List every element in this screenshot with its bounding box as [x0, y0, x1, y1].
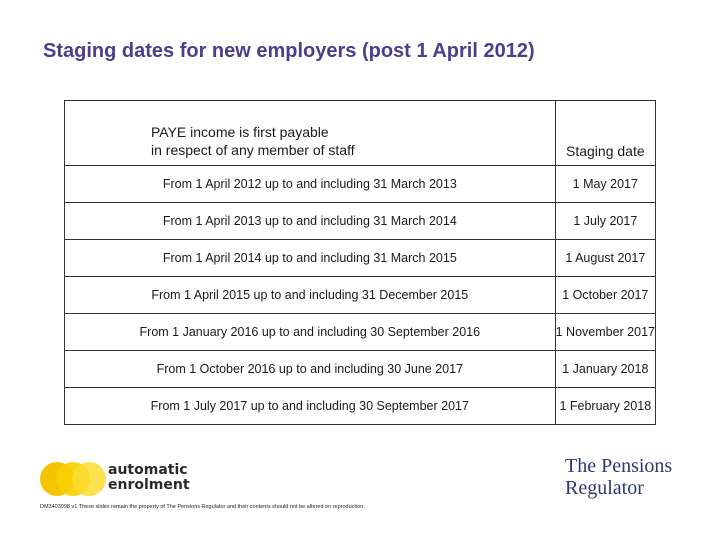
automatic-enrolment-wordmark	[108, 463, 190, 493]
staging-date-cell: 1 February 2018	[555, 388, 655, 425]
staging-date-cell: 1 November 2017	[555, 314, 655, 351]
period-cell: From 1 April 2012 up to and including 31 March 2013	[65, 166, 556, 203]
regulator-line1: The Pensions	[565, 455, 673, 477]
period-cell: From 1 April 2015 up to and including 31 December 2015	[65, 277, 556, 314]
wordmark-line1: automatic	[108, 462, 188, 478]
staging-date-cell: 1 January 2018	[555, 351, 655, 388]
period-cell: From 1 October 2016 up to and including 30 June 2017	[65, 351, 556, 388]
regulator-line2: Regulator	[565, 477, 644, 499]
staging-dates-table	[64, 100, 656, 425]
footer-disclaimer: DM3403998 v1 These slides remain the property of The Pensions Regulator and their contents should not be altered on reproduction.	[40, 504, 365, 510]
automatic-enrolment-logo	[40, 462, 220, 498]
header-staging-date: Staging date	[555, 101, 655, 166]
staging-date-cell: 1 May 2017	[555, 166, 655, 203]
table-row	[65, 351, 656, 388]
period-cell: From 1 April 2013 up to and including 31 March 2014	[65, 203, 556, 240]
table-row	[65, 314, 656, 351]
pensions-regulator-logo	[565, 455, 672, 499]
table-row	[65, 203, 656, 240]
header-left-line2: in respect of any member of staff	[151, 142, 355, 158]
staging-date-cell: 1 July 2017	[555, 203, 655, 240]
staging-date-cell: 1 October 2017	[555, 277, 655, 314]
page-title: Staging dates for new employers (post 1 April 2012)	[43, 40, 535, 62]
table-row	[65, 240, 656, 277]
header-left-line1: PAYE income is first payable	[151, 124, 329, 140]
table-header-row	[65, 101, 656, 166]
period-cell: From 1 January 2016 up to and including 30 September 2016	[65, 314, 556, 351]
wordmark-line2: enrolment	[108, 477, 190, 493]
period-cell: From 1 July 2017 up to and including 30 September 2017	[65, 388, 556, 425]
table-row	[65, 277, 656, 314]
header-paye-income	[65, 101, 556, 166]
table-row	[65, 166, 656, 203]
period-cell: From 1 April 2014 up to and including 31 March 2015	[65, 240, 556, 277]
table-row	[65, 388, 656, 425]
logo-circle-icon	[72, 462, 106, 496]
staging-date-cell: 1 August 2017	[555, 240, 655, 277]
